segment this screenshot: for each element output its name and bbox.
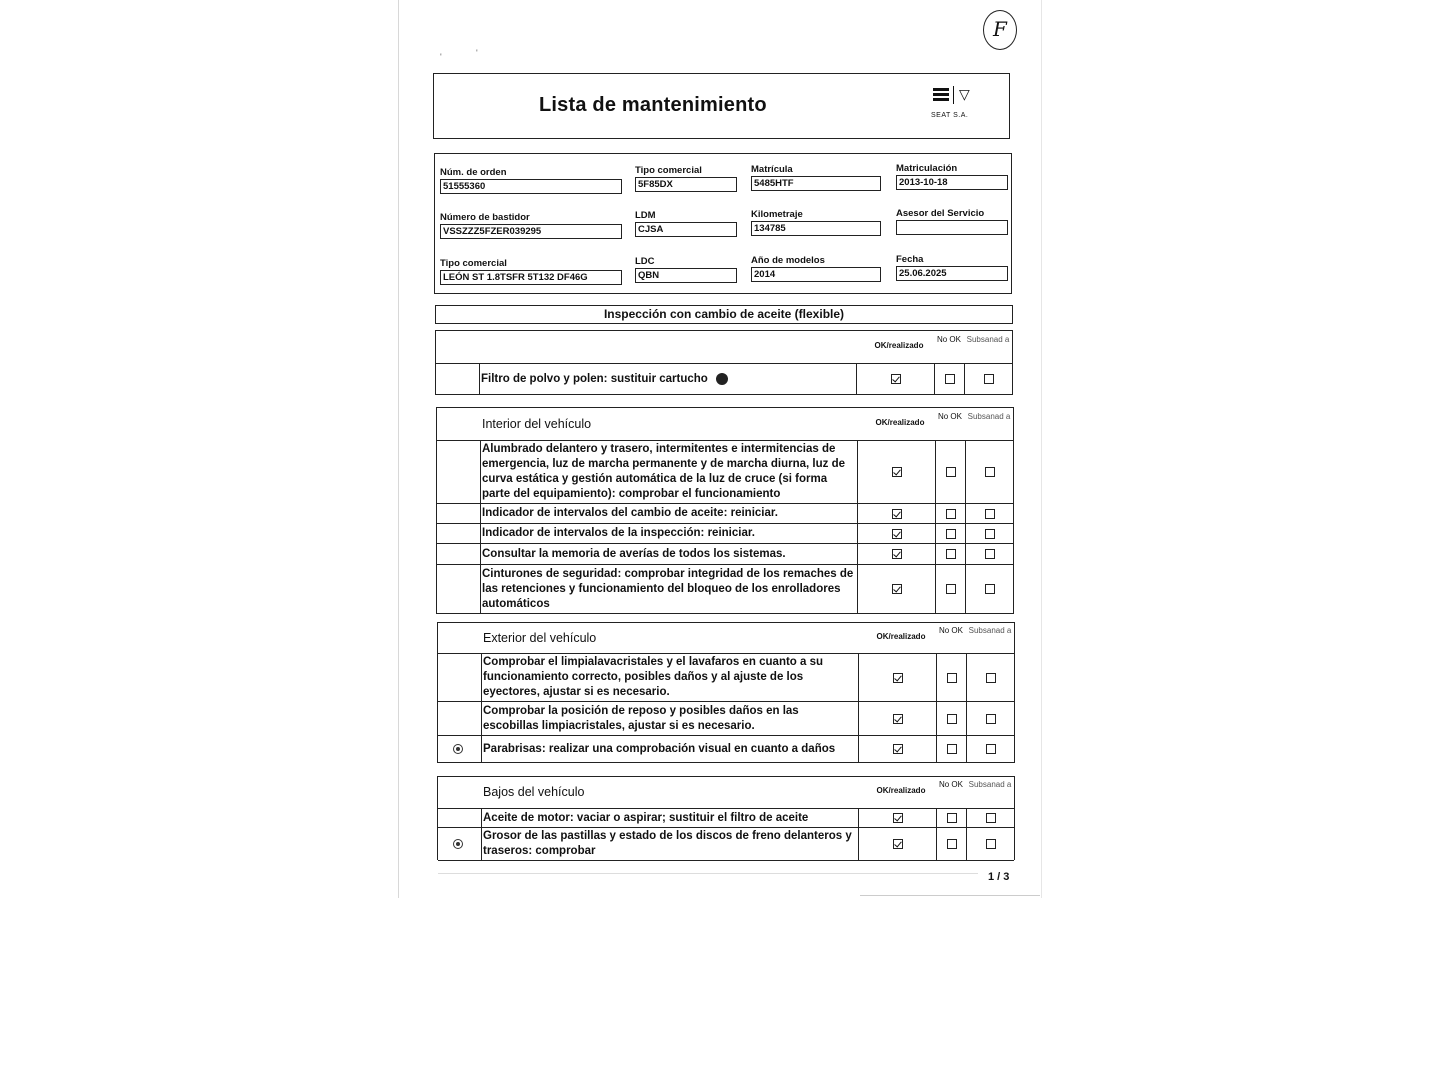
col-ok-header: OK/realizado bbox=[875, 418, 925, 427]
col-subsanado-header: Subsanad a bbox=[968, 780, 1012, 789]
no-ok-checkbox[interactable] bbox=[947, 813, 957, 823]
row-text: Indicador de intervalos del cambio de aceite: reiniciar. bbox=[482, 507, 778, 519]
no-ok-checkbox[interactable] bbox=[946, 584, 956, 594]
col-ok-header: OK/realizado bbox=[874, 341, 924, 350]
table-header bbox=[438, 623, 1014, 654]
brand-name: SEAT S.A. bbox=[931, 112, 969, 119]
section-name: Bajos del vehículo bbox=[483, 785, 585, 799]
subsanado-checkbox[interactable] bbox=[986, 673, 996, 683]
ok-checkbox[interactable] bbox=[893, 813, 903, 823]
row-text: Grosor de las pastillas y estado de los discos de freno delanteros y traseros: comprobar bbox=[483, 830, 852, 857]
field-tipo-comercial: Tipo comercial 5F85DX bbox=[635, 164, 737, 192]
row-text: Alumbrado delantero y trasero, intermitentes e intermitencias de emergencia, luz de marcha permanente y de marcha diurna, luz de curva estática y gestión automática de la luz de cruce (si forma parte del equipamiento): comprobar el funcionamiento bbox=[482, 443, 846, 500]
ok-checkbox[interactable] bbox=[892, 529, 902, 539]
page-title: Lista de mantenimiento bbox=[539, 94, 767, 116]
no-ok-checkbox[interactable] bbox=[946, 467, 956, 477]
handwritten-page-mark: F bbox=[983, 10, 1017, 50]
row-text: Comprobar la posición de reposo y posibles daños en las escobillas limpiacristales, ajustar si es necesario. bbox=[483, 704, 799, 732]
col-ok-header: OK/realizado bbox=[876, 786, 926, 795]
document-header bbox=[433, 73, 1010, 139]
checklist-table-filtro bbox=[435, 330, 1013, 395]
field-kilometraje: Kilometraje 134785 bbox=[751, 208, 881, 236]
no-ok-checkbox[interactable] bbox=[947, 744, 957, 754]
subsanado-checkbox[interactable] bbox=[986, 813, 996, 823]
cupra-logo-icon: ▽ bbox=[959, 86, 970, 102]
seat-logo-icon bbox=[933, 88, 949, 102]
no-ok-checkbox[interactable] bbox=[946, 509, 956, 519]
ok-checkbox[interactable] bbox=[892, 509, 902, 519]
subsanado-checkbox[interactable] bbox=[986, 744, 996, 754]
table-header bbox=[436, 331, 1012, 364]
table-row bbox=[437, 504, 1013, 524]
field-fecha: Fecha 25.06.2025 bbox=[896, 253, 1008, 281]
subsanado-checkbox[interactable] bbox=[985, 549, 995, 559]
footer-divider bbox=[438, 873, 978, 874]
table-row bbox=[437, 544, 1013, 565]
table-row bbox=[436, 364, 1012, 394]
col-no-ok-header: No OK bbox=[936, 335, 961, 344]
ok-checkbox[interactable] bbox=[892, 584, 902, 594]
section-name: Exterior del vehículo bbox=[483, 631, 597, 645]
section-name: Interior del vehículo bbox=[482, 417, 592, 431]
field-tipo-comercial-modelo: Tipo comercial LEÓN ST 1.8TSFR 5T132 DF46G bbox=[440, 257, 622, 285]
info-badge-icon bbox=[453, 839, 463, 849]
no-ok-checkbox[interactable] bbox=[946, 549, 956, 559]
scan-artifact: ' bbox=[476, 48, 478, 58]
table-row bbox=[437, 565, 1013, 613]
table-row bbox=[438, 736, 1014, 762]
table-header bbox=[438, 777, 1014, 809]
subsanado-checkbox[interactable] bbox=[985, 509, 995, 519]
vehicle-info-block bbox=[434, 153, 1012, 294]
no-ok-checkbox[interactable] bbox=[947, 714, 957, 724]
subsanado-checkbox[interactable] bbox=[985, 584, 995, 594]
table-header bbox=[437, 408, 1013, 441]
col-subsanado-header: Subsanad a bbox=[966, 335, 1010, 344]
info-badge-icon bbox=[453, 744, 463, 754]
ok-checkbox[interactable] bbox=[893, 673, 903, 683]
field-ldc: LDC QBN bbox=[635, 255, 737, 283]
table-row bbox=[438, 809, 1014, 828]
col-no-ok-header: No OK bbox=[938, 780, 963, 789]
row-text: Parabrisas: realizar una comprobación visual en cuanto a daños bbox=[483, 742, 836, 755]
field-matriculacion: Matriculación 2013-10-18 bbox=[896, 162, 1008, 190]
service-mark-icon bbox=[716, 373, 728, 385]
logo-separator bbox=[953, 86, 954, 104]
field-ldm: LDM CJSA bbox=[635, 209, 737, 237]
table-row bbox=[437, 524, 1013, 544]
ok-checkbox[interactable] bbox=[891, 374, 901, 384]
col-no-ok-header: No OK bbox=[938, 626, 963, 635]
seat-cupra-logo bbox=[927, 84, 987, 130]
field-asesor-servicio: Asesor del Servicio bbox=[896, 207, 1008, 235]
field-numero-bastidor: Número de bastidor VSSZZZ5FZER039295 bbox=[440, 211, 622, 239]
subsanado-checkbox[interactable] bbox=[985, 467, 995, 477]
field-num-orden: Núm. de orden 51555360 bbox=[440, 166, 622, 194]
no-ok-checkbox[interactable] bbox=[945, 374, 955, 384]
ok-checkbox[interactable] bbox=[892, 549, 902, 559]
row-text: Indicador de intervalos de la inspección: reiniciar. bbox=[482, 527, 755, 539]
ok-checkbox[interactable] bbox=[892, 467, 902, 477]
no-ok-checkbox[interactable] bbox=[946, 529, 956, 539]
footer-divider bbox=[860, 895, 1040, 896]
table-row bbox=[437, 441, 1013, 504]
scan-artifact: ' bbox=[440, 52, 442, 62]
ok-checkbox[interactable] bbox=[893, 744, 903, 754]
field-matricula: Matrícula 5485HTF bbox=[751, 163, 881, 191]
ok-checkbox[interactable] bbox=[893, 839, 903, 849]
subsanado-checkbox[interactable] bbox=[985, 529, 995, 539]
col-subsanado-header: Subsanad a bbox=[967, 412, 1011, 421]
inspection-title: Inspección con cambio de aceite (flexible) bbox=[435, 305, 1013, 324]
table-row bbox=[438, 654, 1014, 702]
field-ano-modelos: Año de modelos 2014 bbox=[751, 254, 881, 282]
subsanado-checkbox[interactable] bbox=[986, 714, 996, 724]
row-text: Filtro de polvo y polen: sustituir cartucho bbox=[481, 364, 854, 394]
table-row bbox=[438, 702, 1014, 736]
subsanado-checkbox[interactable] bbox=[986, 839, 996, 849]
checklist-table-interior bbox=[436, 407, 1014, 614]
row-text: Consultar la memoria de averías de todos los sistemas. bbox=[482, 547, 786, 560]
col-subsanado-header: Subsanad a bbox=[968, 626, 1012, 635]
col-no-ok-header: No OK bbox=[937, 412, 962, 421]
no-ok-checkbox[interactable] bbox=[947, 839, 957, 849]
table-row bbox=[438, 828, 1014, 861]
checklist-table-bajos bbox=[437, 776, 1015, 860]
col-ok-header: OK/realizado bbox=[876, 632, 926, 641]
page-number: 1 / 3 bbox=[988, 871, 1010, 883]
no-ok-checkbox[interactable] bbox=[947, 673, 957, 683]
checklist-table-exterior bbox=[437, 622, 1015, 763]
subsanado-checkbox[interactable] bbox=[984, 374, 994, 384]
ok-checkbox[interactable] bbox=[893, 714, 903, 724]
row-text: Comprobar el limpialavacristales y el lavafaros en cuanto a su funcionamiento correcto, posibles daños y al ajuste de los eyectores, ajustar si es necesario. bbox=[483, 656, 824, 698]
row-text: Aceite de motor: vaciar o aspirar; sustituir el filtro de aceite bbox=[483, 811, 809, 824]
row-text: Cinturones de seguridad: comprobar integridad de los remaches de las retenciones y funcionamiento del bloqueo de los enrolladores automáticos bbox=[482, 567, 854, 610]
